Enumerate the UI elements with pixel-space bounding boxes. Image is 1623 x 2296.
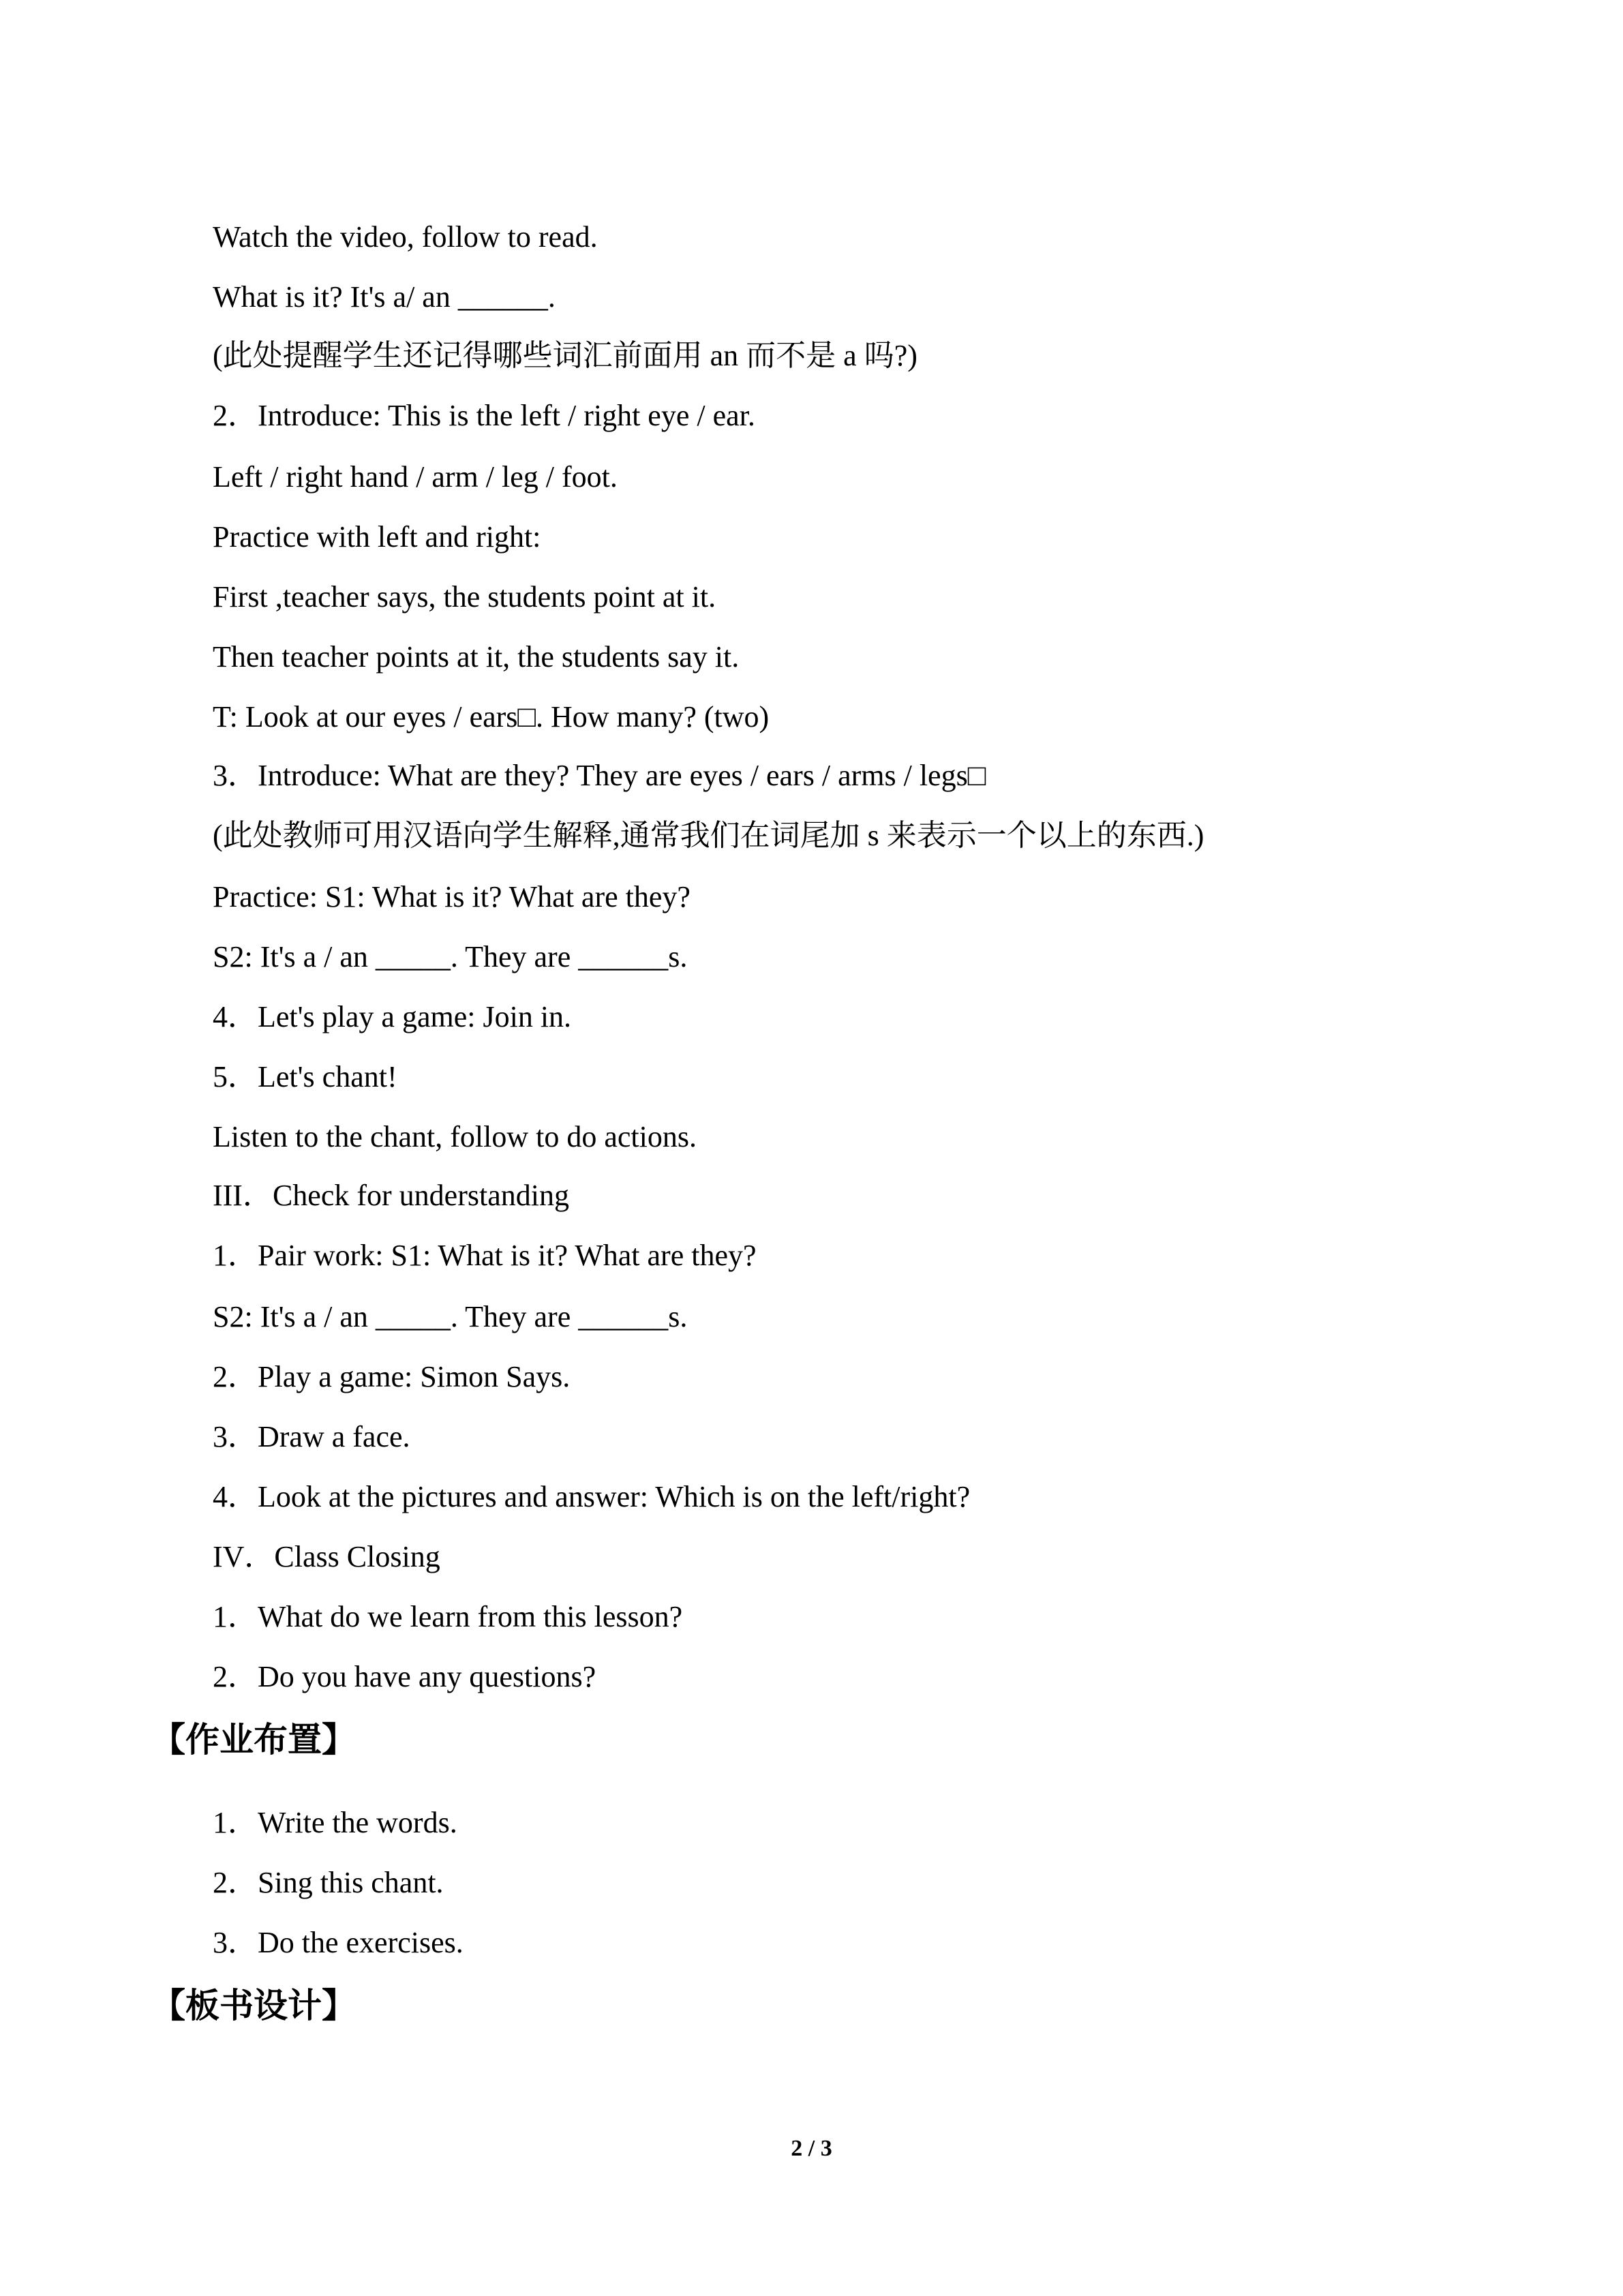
- text-line: S2: It's a / an _____. They are ______s.: [213, 940, 688, 973]
- text-line: 3．Introduce: What are they? They are eyes / ears / arms / legs□: [213, 759, 986, 792]
- text-line: First ,teacher says, the students point at it.: [213, 580, 716, 614]
- text-line: Practice: S1: What is it? What are they?: [213, 880, 691, 913]
- text-line: 5．Let's chant!: [213, 1060, 397, 1093]
- board-design-heading: 【板书设计】: [151, 1986, 356, 2025]
- homework-heading: 【作业布置】: [151, 1720, 356, 1759]
- text-line: 1．What do we learn from this lesson?: [213, 1600, 683, 1633]
- text-line: 2．Do you have any questions?: [213, 1660, 596, 1693]
- text-line: Watch the video, follow to read.: [213, 220, 598, 254]
- text-line: Practice with left and right:: [213, 520, 541, 554]
- text-line: Left / right hand / arm / leg / foot.: [213, 460, 618, 494]
- text-line: 3．Draw a face.: [213, 1420, 410, 1453]
- text-line: 4．Let's play a game: Join in.: [213, 1000, 572, 1033]
- text-line: 2．Play a game: Simon Says.: [213, 1360, 571, 1393]
- text-line: IV．Class Closing: [213, 1540, 440, 1573]
- homework-item: 2．Sing this chant.: [213, 1866, 444, 1899]
- homework-item: 1．Write the words.: [213, 1806, 457, 1839]
- homework-item: 3．Do the exercises.: [213, 1926, 464, 1959]
- text-line: Listen to the chant, follow to do actions.: [213, 1120, 697, 1153]
- text-line: T: Look at our eyes / ears□. How many? (two): [213, 700, 770, 734]
- text-line: III．Check for understanding: [213, 1179, 569, 1212]
- text-line: 4．Look at the pictures and answer: Which is on the left/right?: [213, 1480, 971, 1513]
- text-line: (此处提醒学生还记得哪些词汇前面用 an 而不是 a 吗?): [213, 339, 917, 372]
- text-line: 1．Pair work: S1: What is it? What are they?: [213, 1239, 757, 1272]
- page-number: 2 / 3: [791, 2136, 832, 2161]
- text-line: (此处教师可用汉语向学生解释,通常我们在词尾加 s 来表示一个以上的东西.): [213, 819, 1204, 852]
- text-line: What is it? It's a/ an ______.: [213, 280, 556, 314]
- text-line: 2．Introduce: This is the left / right eye / ear.: [213, 399, 755, 432]
- text-line: S2: It's a / an _____. They are ______s.: [213, 1300, 688, 1333]
- text-line: Then teacher points at it, the students say it.: [213, 640, 740, 674]
